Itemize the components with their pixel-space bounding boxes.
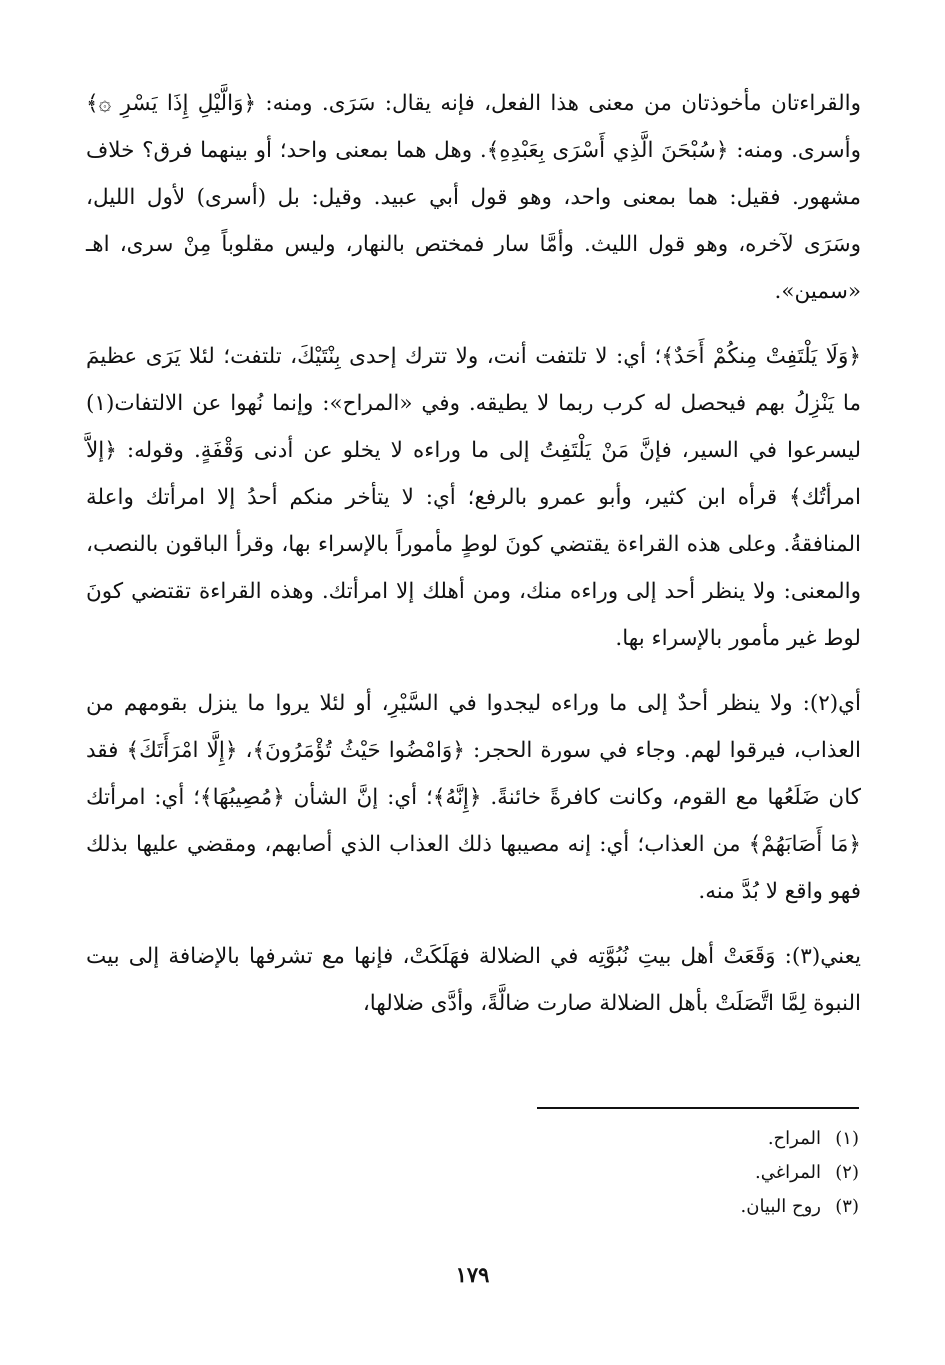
footnote-text: المراغي. bbox=[755, 1162, 821, 1183]
footnote-number: (٢) bbox=[835, 1162, 859, 1183]
footnotes bbox=[84, 1122, 859, 1224]
paragraph-4: يعني(٣): وَقَعَتْ أهل بيتِ نُبُوَّتِه في الضلالة فهَلَكَتْ، فإنها مع تشرفها بالإضافة إلى بيت النبوة لِمَّا اتَّصَلَتْ بأهل الضلالة صارت ضالَّةً، وأدَّى ضلالها، bbox=[86, 944, 861, 1016]
footnote-text: المراح. bbox=[767, 1128, 821, 1149]
footnote-number: (٣) bbox=[835, 1196, 859, 1217]
paragraph-2: ﴿وَلَا يَلْتَفِتْ مِنكُمْ أَحَدٌ﴾؛ أي: لا تلتفت أنت، ولا تترك إحدى بِنْتَيْكَ، تلتفت؛ لئلا يَرَى عظيمَ ما يَنْزِلُ بهم فيحصل له كرب ربما لا يطيقه. وفي «المراح»: وإنما نُهوا عن الالتفات(١) ليسرعوا في السير، فإنَّ مَنْ يَلْتَفِتُ إلى ما وراءه لا يخلو عن أدنى وَقْفَةٍ. وقوله: ﴿إلاَّ امرأتُك﴾ قرأه ابن كثير، وأبو عمرو بالرفع؛ أي: لا يتأخر منكم أحدُ إلا امرأتك واعلة المنافقةُ. وعلى هذه القراءة يقتضي كونَ لوطٍ مأموراً بالإسراء بها، وقرأ الباقون بالنصب، والمعنى: ولا ينظر أحد إلى وراءه منك، ومن أهلك إلا امرأتك. وهذه القراءة تقتضي كونَ لوط غير مأمور بالإسراء بها. bbox=[86, 344, 861, 651]
paragraph-1: والقراءتان مأخوذتان من معنى هذا الفعل، فإنه يقال: سَرَى. ومنه: ﴿وَالَّيْلِ إِذَا يَسْرِ ۞﴾ وأسرى. ومنه: ﴿سُبْحَنَ الَّذِي أَسْرَى بِعَبْدِهِ﴾. وهل هما بمعنى واحد؛ أو بينهما فرق؟ خلاف مشهور. فقيل: هما بمعنى واحد، وهو قول أبي عبيد. وقيل: بل (أسرى) لأول الليل، وسَرَى لآخره، وهو قول الليث. وأمَّا سار فمختص بالنهار، وليس مقلوباً مِنْ سرى، اهـ «سمين». bbox=[86, 91, 861, 304]
footnote-text: روح البيان. bbox=[740, 1196, 821, 1217]
footnote-2 bbox=[84, 1156, 859, 1190]
paragraph-3: أي(٢): ولا ينظر أحدٌ إلى ما وراءه ليجدوا في السَّيْرِ، أو لئلا يروا ما ينزل بقومهم من العذاب، فيرقوا لهم. وجاء في سورة الحجر: ﴿وَامْضُوا حَيْثُ تُؤْمَرُونَ﴾، ﴿إِلَّا امْرَأَتَكَ﴾ فقد كان ضَلَعُها مع القوم، وكانت كافرةً خائنةً. ﴿إِنَّهُ﴾؛ أي: إنَّ الشأن ﴿مُصِيبُهَا﴾؛ أي: امرأتك ﴿مَا أَصَابَهُمْ﴾ من العذاب؛ أي: إنه مصيبها ذلك العذاب الذي أصابهم، ومقضي عليها بذلك فهو واقع لا بُدَّ منه. bbox=[86, 691, 861, 904]
footnote-3 bbox=[84, 1190, 859, 1224]
footnote-number: (١) bbox=[835, 1128, 859, 1149]
footnote-1 bbox=[84, 1122, 859, 1156]
page-body bbox=[86, 80, 861, 1027]
footnote-divider bbox=[537, 1107, 859, 1109]
page-number: ١٧٩ bbox=[455, 1262, 490, 1287]
